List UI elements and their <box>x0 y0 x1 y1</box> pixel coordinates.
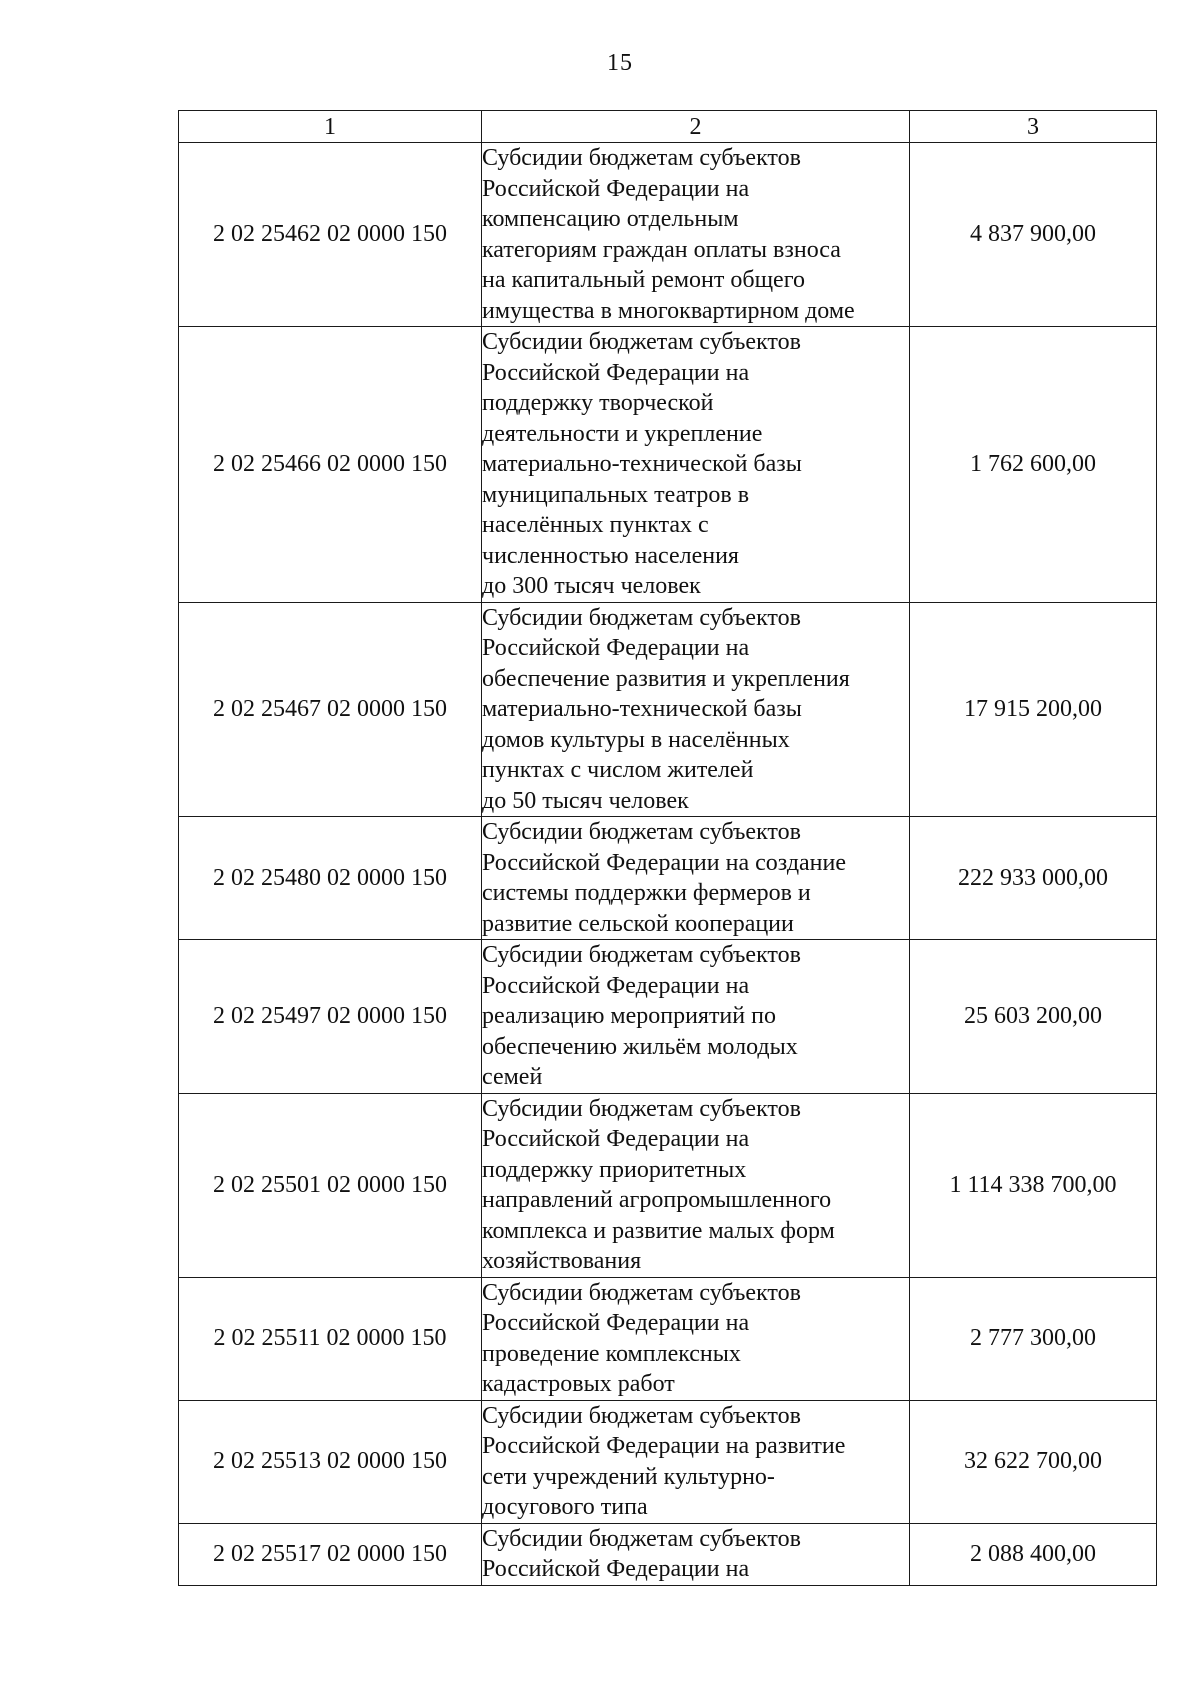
table-row <box>179 940 1157 1094</box>
amount-cell: 2 088 400,00 <box>910 1523 1157 1585</box>
amount-cell: 32 622 700,00 <box>910 1400 1157 1523</box>
header-column-code: 1 <box>179 111 482 143</box>
budget-code-cell: 2 02 25501 02 0000 150 <box>179 1093 482 1277</box>
description-cell: Субсидии бюджетам субъектов Российской Федерации на проведение комплексных кадастровых работ <box>482 1277 910 1400</box>
description-cell: Субсидии бюджетам субъектов Российской Федерации на реализацию мероприятий по обеспечению жильём молодых семей <box>482 940 910 1094</box>
header-column-description: 2 <box>482 111 910 143</box>
description-cell: Субсидии бюджетам субъектов Российской Федерации на компенсацию отдельным категориям граждан оплаты взноса на капитальный ремонт общего имущества в многоквартирном доме <box>482 143 910 327</box>
budget-code-cell: 2 02 25517 02 0000 150 <box>179 1523 482 1585</box>
table-row <box>179 1400 1157 1523</box>
table-row <box>179 602 1157 817</box>
budget-code-cell: 2 02 25480 02 0000 150 <box>179 817 482 940</box>
amount-cell: 25 603 200,00 <box>910 940 1157 1094</box>
table-row <box>179 143 1157 327</box>
budget-code-cell: 2 02 25462 02 0000 150 <box>179 143 482 327</box>
budget-code-cell: 2 02 25513 02 0000 150 <box>179 1400 482 1523</box>
table-header <box>179 111 1157 143</box>
description-cell: Субсидии бюджетам субъектов Российской Федерации на создание системы поддержки фермеров и развитие сельской кооперации <box>482 817 910 940</box>
amount-cell: 4 837 900,00 <box>910 143 1157 327</box>
budget-code-cell: 2 02 25511 02 0000 150 <box>179 1277 482 1400</box>
table-row <box>179 1093 1157 1277</box>
amount-cell: 1 762 600,00 <box>910 327 1157 603</box>
amount-cell: 1 114 338 700,00 <box>910 1093 1157 1277</box>
description-cell: Субсидии бюджетам субъектов Российской Федерации на развитие сети учреждений культурно- досугового типа <box>482 1400 910 1523</box>
description-cell: Субсидии бюджетам субъектов Российской Федерации на поддержку творческой деятельности и укрепление материально-технической базы муниципальных театров в населённых пунктах с численностью населения до 300 тысяч человек <box>482 327 910 603</box>
amount-cell: 2 777 300,00 <box>910 1277 1157 1400</box>
description-cell: Субсидии бюджетам субъектов Российской Федерации на поддержку приоритетных направлений агропромышленного комплекса и развитие малых форм хозяйствования <box>482 1093 910 1277</box>
amount-cell: 17 915 200,00 <box>910 602 1157 817</box>
table-row <box>179 1277 1157 1400</box>
header-row <box>179 111 1157 143</box>
budget-table <box>178 110 1157 1586</box>
amount-cell: 222 933 000,00 <box>910 817 1157 940</box>
table-row <box>179 327 1157 603</box>
budget-code-cell: 2 02 25467 02 0000 150 <box>179 602 482 817</box>
budget-code-cell: 2 02 25466 02 0000 150 <box>179 327 482 603</box>
page-number: 15 <box>607 50 633 76</box>
header-column-amount: 3 <box>910 111 1157 143</box>
table-row <box>179 817 1157 940</box>
budget-code-cell: 2 02 25497 02 0000 150 <box>179 940 482 1094</box>
table-body <box>179 143 1157 1586</box>
table-row <box>179 1523 1157 1585</box>
description-cell: Субсидии бюджетам субъектов Российской Федерации на обеспечение развития и укрепления материально-технической базы домов культуры в населённых пунктах с числом жителей до 50 тысяч человек <box>482 602 910 817</box>
description-cell: Субсидии бюджетам субъектов Российской Федерации на <box>482 1523 910 1585</box>
